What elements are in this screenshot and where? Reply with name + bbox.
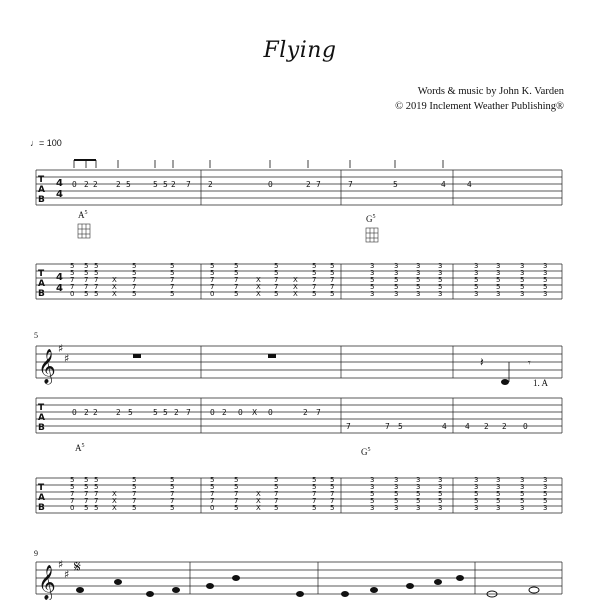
svg-text:7: 7 xyxy=(70,497,75,505)
credit-copyright: © 2019 Inclement Weather Publishing® xyxy=(395,101,564,112)
svg-text:3: 3 xyxy=(520,483,525,491)
svg-text:𝄽: 𝄽 xyxy=(480,355,484,369)
svg-text:0: 0 xyxy=(210,408,215,417)
system3-staff xyxy=(36,562,562,594)
chord-suffix: 5 xyxy=(84,210,88,216)
svg-text:0: 0 xyxy=(72,408,77,417)
svg-text:5: 5 xyxy=(70,269,75,277)
svg-text:2: 2 xyxy=(222,408,227,417)
svg-text:2: 2 xyxy=(84,408,89,417)
svg-text:5: 5 xyxy=(94,476,99,484)
svg-text:3: 3 xyxy=(370,290,375,298)
svg-text:7: 7 xyxy=(274,490,279,498)
svg-text:5: 5 xyxy=(394,497,399,505)
svg-text:4: 4 xyxy=(442,422,447,431)
svg-text:5: 5 xyxy=(234,476,239,484)
system3-staff-notes xyxy=(74,557,539,597)
svg-text:3: 3 xyxy=(474,476,479,484)
system1-rhythm-stems xyxy=(74,160,443,168)
svg-text:5: 5 xyxy=(438,283,443,291)
svg-text:7: 7 xyxy=(186,180,191,189)
svg-text:5: 5 xyxy=(94,269,99,277)
svg-text:3: 3 xyxy=(438,262,443,270)
svg-text:X: X xyxy=(293,283,298,291)
svg-text:5: 5 xyxy=(543,490,548,498)
svg-text:7: 7 xyxy=(234,490,239,498)
svg-text:5: 5 xyxy=(132,483,137,491)
svg-text:7: 7 xyxy=(330,497,335,505)
svg-text:5: 5 xyxy=(312,476,317,484)
svg-text:5: 5 xyxy=(210,476,215,484)
svg-text:X: X xyxy=(256,497,261,505)
svg-text:B: B xyxy=(38,423,45,433)
chord-diagram-g5-icon xyxy=(366,228,378,242)
svg-text:3: 3 xyxy=(416,504,421,512)
svg-text:X: X xyxy=(112,290,117,298)
svg-text:5: 5 xyxy=(393,180,398,189)
svg-text:3: 3 xyxy=(520,269,525,277)
first-ending-label: 1. A xyxy=(533,378,549,388)
svg-text:5: 5 xyxy=(543,276,548,284)
svg-text:5: 5 xyxy=(330,483,335,491)
svg-text:3: 3 xyxy=(416,269,421,277)
svg-text:7: 7 xyxy=(234,276,239,284)
svg-text:7: 7 xyxy=(330,490,335,498)
svg-text:5: 5 xyxy=(496,497,501,505)
svg-text:2: 2 xyxy=(93,408,98,417)
svg-text:4: 4 xyxy=(441,180,446,189)
segno-icon: 𝄋 xyxy=(74,557,81,576)
svg-text:7: 7 xyxy=(210,497,215,505)
svg-text:5: 5 xyxy=(170,476,175,484)
svg-text:5: 5 xyxy=(312,262,317,270)
svg-text:3: 3 xyxy=(474,269,479,277)
svg-text:5: 5 xyxy=(126,180,131,189)
svg-text:0: 0 xyxy=(72,180,77,189)
svg-text:5: 5 xyxy=(132,290,137,298)
svg-text:7: 7 xyxy=(316,408,321,417)
svg-text:4: 4 xyxy=(56,178,63,189)
treble-clef-icon: 𝄞 xyxy=(38,349,56,384)
svg-text:4: 4 xyxy=(56,189,63,200)
svg-text:3: 3 xyxy=(543,504,548,512)
svg-text:A: A xyxy=(38,413,45,423)
svg-text:5: 5 xyxy=(170,483,175,491)
svg-text:2: 2 xyxy=(93,180,98,189)
svg-text:3: 3 xyxy=(543,262,548,270)
svg-text:5: 5 xyxy=(153,180,158,189)
svg-text:5: 5 xyxy=(312,483,317,491)
svg-text:3: 3 xyxy=(394,504,399,512)
svg-text:5: 5 xyxy=(170,262,175,270)
chord-diagram-a5-icon xyxy=(78,224,90,238)
svg-text:3: 3 xyxy=(520,504,525,512)
svg-text:3: 3 xyxy=(370,504,375,512)
chord-suffix: 5 xyxy=(367,447,371,453)
svg-text:5: 5 xyxy=(84,290,89,298)
svg-text:3: 3 xyxy=(416,483,421,491)
svg-text:5: 5 xyxy=(94,504,99,512)
svg-text:5: 5 xyxy=(394,490,399,498)
svg-text:X: X xyxy=(112,497,117,505)
svg-text:3: 3 xyxy=(496,483,501,491)
svg-text:5: 5 xyxy=(274,290,279,298)
svg-text:3: 3 xyxy=(543,483,548,491)
svg-text:3: 3 xyxy=(394,476,399,484)
svg-text:7: 7 xyxy=(312,490,317,498)
svg-text:3: 3 xyxy=(438,504,443,512)
svg-text:2: 2 xyxy=(303,408,308,417)
svg-text:5: 5 xyxy=(132,504,137,512)
svg-text:2: 2 xyxy=(116,408,121,417)
svg-text:7: 7 xyxy=(84,276,89,284)
svg-text:7: 7 xyxy=(234,497,239,505)
measure-number-9: 9 xyxy=(34,549,38,558)
svg-text:5: 5 xyxy=(234,483,239,491)
svg-text:7: 7 xyxy=(170,283,175,291)
credit-words-music: Words & music by John K. Varden xyxy=(417,86,564,97)
svg-text:5: 5 xyxy=(84,262,89,270)
svg-text:T: T xyxy=(38,269,45,279)
svg-text:♯: ♯ xyxy=(58,342,64,355)
system1-rhythm-fret-numbers xyxy=(70,262,547,298)
svg-text:0: 0 xyxy=(210,290,215,298)
svg-text:♯: ♯ xyxy=(64,352,70,365)
svg-text:7: 7 xyxy=(312,283,317,291)
svg-text:5: 5 xyxy=(84,483,89,491)
svg-text:7: 7 xyxy=(132,283,137,291)
svg-text:4: 4 xyxy=(56,272,63,283)
svg-text:5: 5 xyxy=(520,490,525,498)
svg-text:7: 7 xyxy=(84,490,89,498)
svg-text:7: 7 xyxy=(94,276,99,284)
svg-text:0: 0 xyxy=(268,408,273,417)
svg-text:3: 3 xyxy=(394,290,399,298)
svg-text:7: 7 xyxy=(170,497,175,505)
svg-text:5: 5 xyxy=(438,497,443,505)
svg-text:0: 0 xyxy=(70,290,75,298)
svg-text:5: 5 xyxy=(416,497,421,505)
svg-text:7: 7 xyxy=(234,283,239,291)
svg-text:5: 5 xyxy=(330,262,335,270)
svg-text:3: 3 xyxy=(520,476,525,484)
svg-text:5: 5 xyxy=(132,476,137,484)
svg-text:5: 5 xyxy=(438,490,443,498)
svg-text:7: 7 xyxy=(316,180,321,189)
svg-text:5: 5 xyxy=(416,276,421,284)
svg-text:7: 7 xyxy=(94,283,99,291)
svg-text:7: 7 xyxy=(70,276,75,284)
svg-text:5: 5 xyxy=(70,483,75,491)
svg-text:7: 7 xyxy=(210,283,215,291)
svg-text:3: 3 xyxy=(543,269,548,277)
svg-text:5: 5 xyxy=(94,483,99,491)
svg-text:5: 5 xyxy=(394,283,399,291)
svg-text:3: 3 xyxy=(370,476,375,484)
svg-text:3: 3 xyxy=(416,476,421,484)
svg-text:7: 7 xyxy=(210,276,215,284)
svg-text:3: 3 xyxy=(496,290,501,298)
svg-text:5: 5 xyxy=(370,490,375,498)
svg-text:2: 2 xyxy=(208,180,213,189)
chord-root: A xyxy=(75,443,82,453)
svg-text:5: 5 xyxy=(274,476,279,484)
svg-text:5: 5 xyxy=(474,490,479,498)
svg-text:5: 5 xyxy=(312,269,317,277)
svg-text:7: 7 xyxy=(330,283,335,291)
svg-text:X: X xyxy=(256,290,261,298)
svg-text:A: A xyxy=(38,185,45,195)
svg-text:5: 5 xyxy=(330,476,335,484)
svg-text:X: X xyxy=(252,408,258,417)
svg-text:5: 5 xyxy=(274,269,279,277)
svg-text:5: 5 xyxy=(70,476,75,484)
svg-text:7: 7 xyxy=(274,283,279,291)
svg-text:3: 3 xyxy=(416,262,421,270)
svg-text:4: 4 xyxy=(465,422,470,431)
svg-text:5: 5 xyxy=(94,290,99,298)
svg-text:7: 7 xyxy=(210,490,215,498)
svg-text:5: 5 xyxy=(438,276,443,284)
svg-text:5: 5 xyxy=(496,490,501,498)
svg-text:3: 3 xyxy=(474,290,479,298)
svg-text:X: X xyxy=(112,504,117,512)
svg-text:X: X xyxy=(256,504,261,512)
tempo-label: = 100 xyxy=(39,138,62,148)
svg-text:B: B xyxy=(38,195,45,205)
svg-text:5: 5 xyxy=(416,490,421,498)
quarter-note-icon: ♩ xyxy=(30,138,39,148)
svg-text:5: 5 xyxy=(170,504,175,512)
svg-text:7: 7 xyxy=(94,497,99,505)
svg-text:5: 5 xyxy=(520,276,525,284)
svg-text:3: 3 xyxy=(496,504,501,512)
svg-text:X: X xyxy=(112,490,117,498)
svg-text:T: T xyxy=(38,483,45,493)
system1-melody-tab xyxy=(36,170,562,205)
svg-text:3: 3 xyxy=(438,483,443,491)
svg-text:5: 5 xyxy=(520,283,525,291)
svg-text:0: 0 xyxy=(523,422,528,431)
svg-text:5: 5 xyxy=(234,504,239,512)
tab-clef-t: T xyxy=(38,175,45,185)
svg-text:7: 7 xyxy=(348,180,353,189)
svg-text:A: A xyxy=(38,279,45,289)
svg-text:2: 2 xyxy=(116,180,121,189)
svg-text:5: 5 xyxy=(312,290,317,298)
svg-text:5: 5 xyxy=(474,276,479,284)
svg-text:3: 3 xyxy=(520,262,525,270)
svg-text:2: 2 xyxy=(174,408,179,417)
svg-text:5: 5 xyxy=(416,283,421,291)
treble-clef-icon: 𝄞 xyxy=(38,565,56,600)
svg-text:5: 5 xyxy=(543,497,548,505)
svg-text:5: 5 xyxy=(170,290,175,298)
svg-text:♯: ♯ xyxy=(64,568,70,581)
chord-suffix: 5 xyxy=(372,214,376,220)
svg-text:5: 5 xyxy=(274,483,279,491)
svg-text:T: T xyxy=(38,403,45,413)
svg-text:5: 5 xyxy=(496,283,501,291)
svg-text:7: 7 xyxy=(170,490,175,498)
svg-text:5: 5 xyxy=(163,408,168,417)
system2-melody-fret-numbers xyxy=(72,408,528,431)
svg-text:5: 5 xyxy=(330,504,335,512)
svg-text:3: 3 xyxy=(474,483,479,491)
svg-text:X: X xyxy=(256,490,261,498)
svg-text:5: 5 xyxy=(330,269,335,277)
svg-text:5: 5 xyxy=(132,269,137,277)
svg-text:5: 5 xyxy=(132,262,137,270)
svg-text:X: X xyxy=(256,283,261,291)
svg-text:7: 7 xyxy=(132,276,137,284)
svg-text:3: 3 xyxy=(520,290,525,298)
svg-text:5: 5 xyxy=(370,276,375,284)
svg-text:5: 5 xyxy=(234,290,239,298)
svg-text:7: 7 xyxy=(274,276,279,284)
svg-text:7: 7 xyxy=(346,422,351,431)
svg-text:4: 4 xyxy=(467,180,472,189)
svg-text:3: 3 xyxy=(394,262,399,270)
svg-text:3: 3 xyxy=(496,262,501,270)
svg-text:5: 5 xyxy=(474,283,479,291)
svg-text:𝄾: 𝄾 xyxy=(528,358,531,369)
svg-text:X: X xyxy=(112,283,117,291)
svg-text:5: 5 xyxy=(274,262,279,270)
svg-text:7: 7 xyxy=(132,497,137,505)
svg-text:5: 5 xyxy=(312,504,317,512)
svg-text:7: 7 xyxy=(70,283,75,291)
svg-text:3: 3 xyxy=(438,290,443,298)
system2-staff-notes xyxy=(133,354,531,385)
svg-text:3: 3 xyxy=(438,269,443,277)
svg-text:5: 5 xyxy=(370,497,375,505)
svg-text:0: 0 xyxy=(238,408,243,417)
svg-text:5: 5 xyxy=(496,276,501,284)
svg-text:7: 7 xyxy=(312,497,317,505)
svg-text:3: 3 xyxy=(416,290,421,298)
svg-text:5: 5 xyxy=(210,262,215,270)
svg-text:3: 3 xyxy=(394,269,399,277)
svg-text:5: 5 xyxy=(394,276,399,284)
svg-text:5: 5 xyxy=(210,483,215,491)
svg-text:B: B xyxy=(38,503,45,513)
svg-text:7: 7 xyxy=(385,422,390,431)
svg-text:2: 2 xyxy=(84,180,89,189)
svg-text:5: 5 xyxy=(94,262,99,270)
svg-text:7: 7 xyxy=(84,283,89,291)
song-title: Flying xyxy=(263,38,337,63)
svg-text:3: 3 xyxy=(474,504,479,512)
svg-text:7: 7 xyxy=(274,497,279,505)
svg-text:7: 7 xyxy=(84,497,89,505)
svg-text:5: 5 xyxy=(234,262,239,270)
svg-text:7: 7 xyxy=(170,276,175,284)
svg-text:5: 5 xyxy=(153,408,158,417)
svg-text:5: 5 xyxy=(274,504,279,512)
svg-text:5: 5 xyxy=(128,408,133,417)
chord-root: G xyxy=(361,447,368,457)
measure-number-5: 5 xyxy=(34,331,38,340)
chord-suffix: 5 xyxy=(81,443,85,449)
svg-text:2: 2 xyxy=(171,180,176,189)
svg-text:5: 5 xyxy=(70,262,75,270)
svg-text:4: 4 xyxy=(56,283,63,294)
svg-text:7: 7 xyxy=(70,490,75,498)
svg-text:5: 5 xyxy=(330,290,335,298)
svg-text:5: 5 xyxy=(474,497,479,505)
svg-text:7: 7 xyxy=(186,408,191,417)
svg-text:5: 5 xyxy=(210,269,215,277)
svg-text:3: 3 xyxy=(496,269,501,277)
svg-text:X: X xyxy=(293,290,298,298)
system1-melody-fret-numbers xyxy=(72,180,472,189)
svg-text:♯: ♯ xyxy=(58,558,64,571)
svg-text:3: 3 xyxy=(474,262,479,270)
svg-text:2: 2 xyxy=(502,422,507,431)
svg-text:5: 5 xyxy=(370,283,375,291)
svg-text:3: 3 xyxy=(370,269,375,277)
svg-text:5: 5 xyxy=(163,180,168,189)
svg-text:5: 5 xyxy=(170,269,175,277)
svg-text:2: 2 xyxy=(484,422,489,431)
svg-text:7: 7 xyxy=(330,276,335,284)
svg-text:3: 3 xyxy=(496,476,501,484)
svg-text:5: 5 xyxy=(520,497,525,505)
svg-text:7: 7 xyxy=(132,490,137,498)
svg-text:5: 5 xyxy=(234,269,239,277)
svg-text:3: 3 xyxy=(370,483,375,491)
svg-text:7: 7 xyxy=(312,276,317,284)
svg-text:X: X xyxy=(112,276,117,284)
svg-text:0: 0 xyxy=(210,504,215,512)
svg-text:5: 5 xyxy=(84,504,89,512)
svg-text:0: 0 xyxy=(268,180,273,189)
svg-text:5: 5 xyxy=(398,422,403,431)
svg-text:0: 0 xyxy=(70,504,75,512)
system2-rhythm-fret-numbers xyxy=(70,476,547,512)
chord-root: G xyxy=(366,214,373,224)
svg-text:B: B xyxy=(38,289,45,299)
svg-text:3: 3 xyxy=(394,483,399,491)
svg-text:5: 5 xyxy=(84,476,89,484)
svg-text:5: 5 xyxy=(543,283,548,291)
svg-text:2: 2 xyxy=(306,180,311,189)
svg-text:X: X xyxy=(256,276,261,284)
svg-text:A: A xyxy=(38,493,45,503)
svg-text:3: 3 xyxy=(370,262,375,270)
svg-text:7: 7 xyxy=(94,490,99,498)
svg-text:3: 3 xyxy=(438,476,443,484)
svg-text:3: 3 xyxy=(543,290,548,298)
svg-text:X: X xyxy=(293,276,298,284)
svg-text:3: 3 xyxy=(543,476,548,484)
svg-text:5: 5 xyxy=(84,269,89,277)
chord-root: A xyxy=(78,210,85,220)
